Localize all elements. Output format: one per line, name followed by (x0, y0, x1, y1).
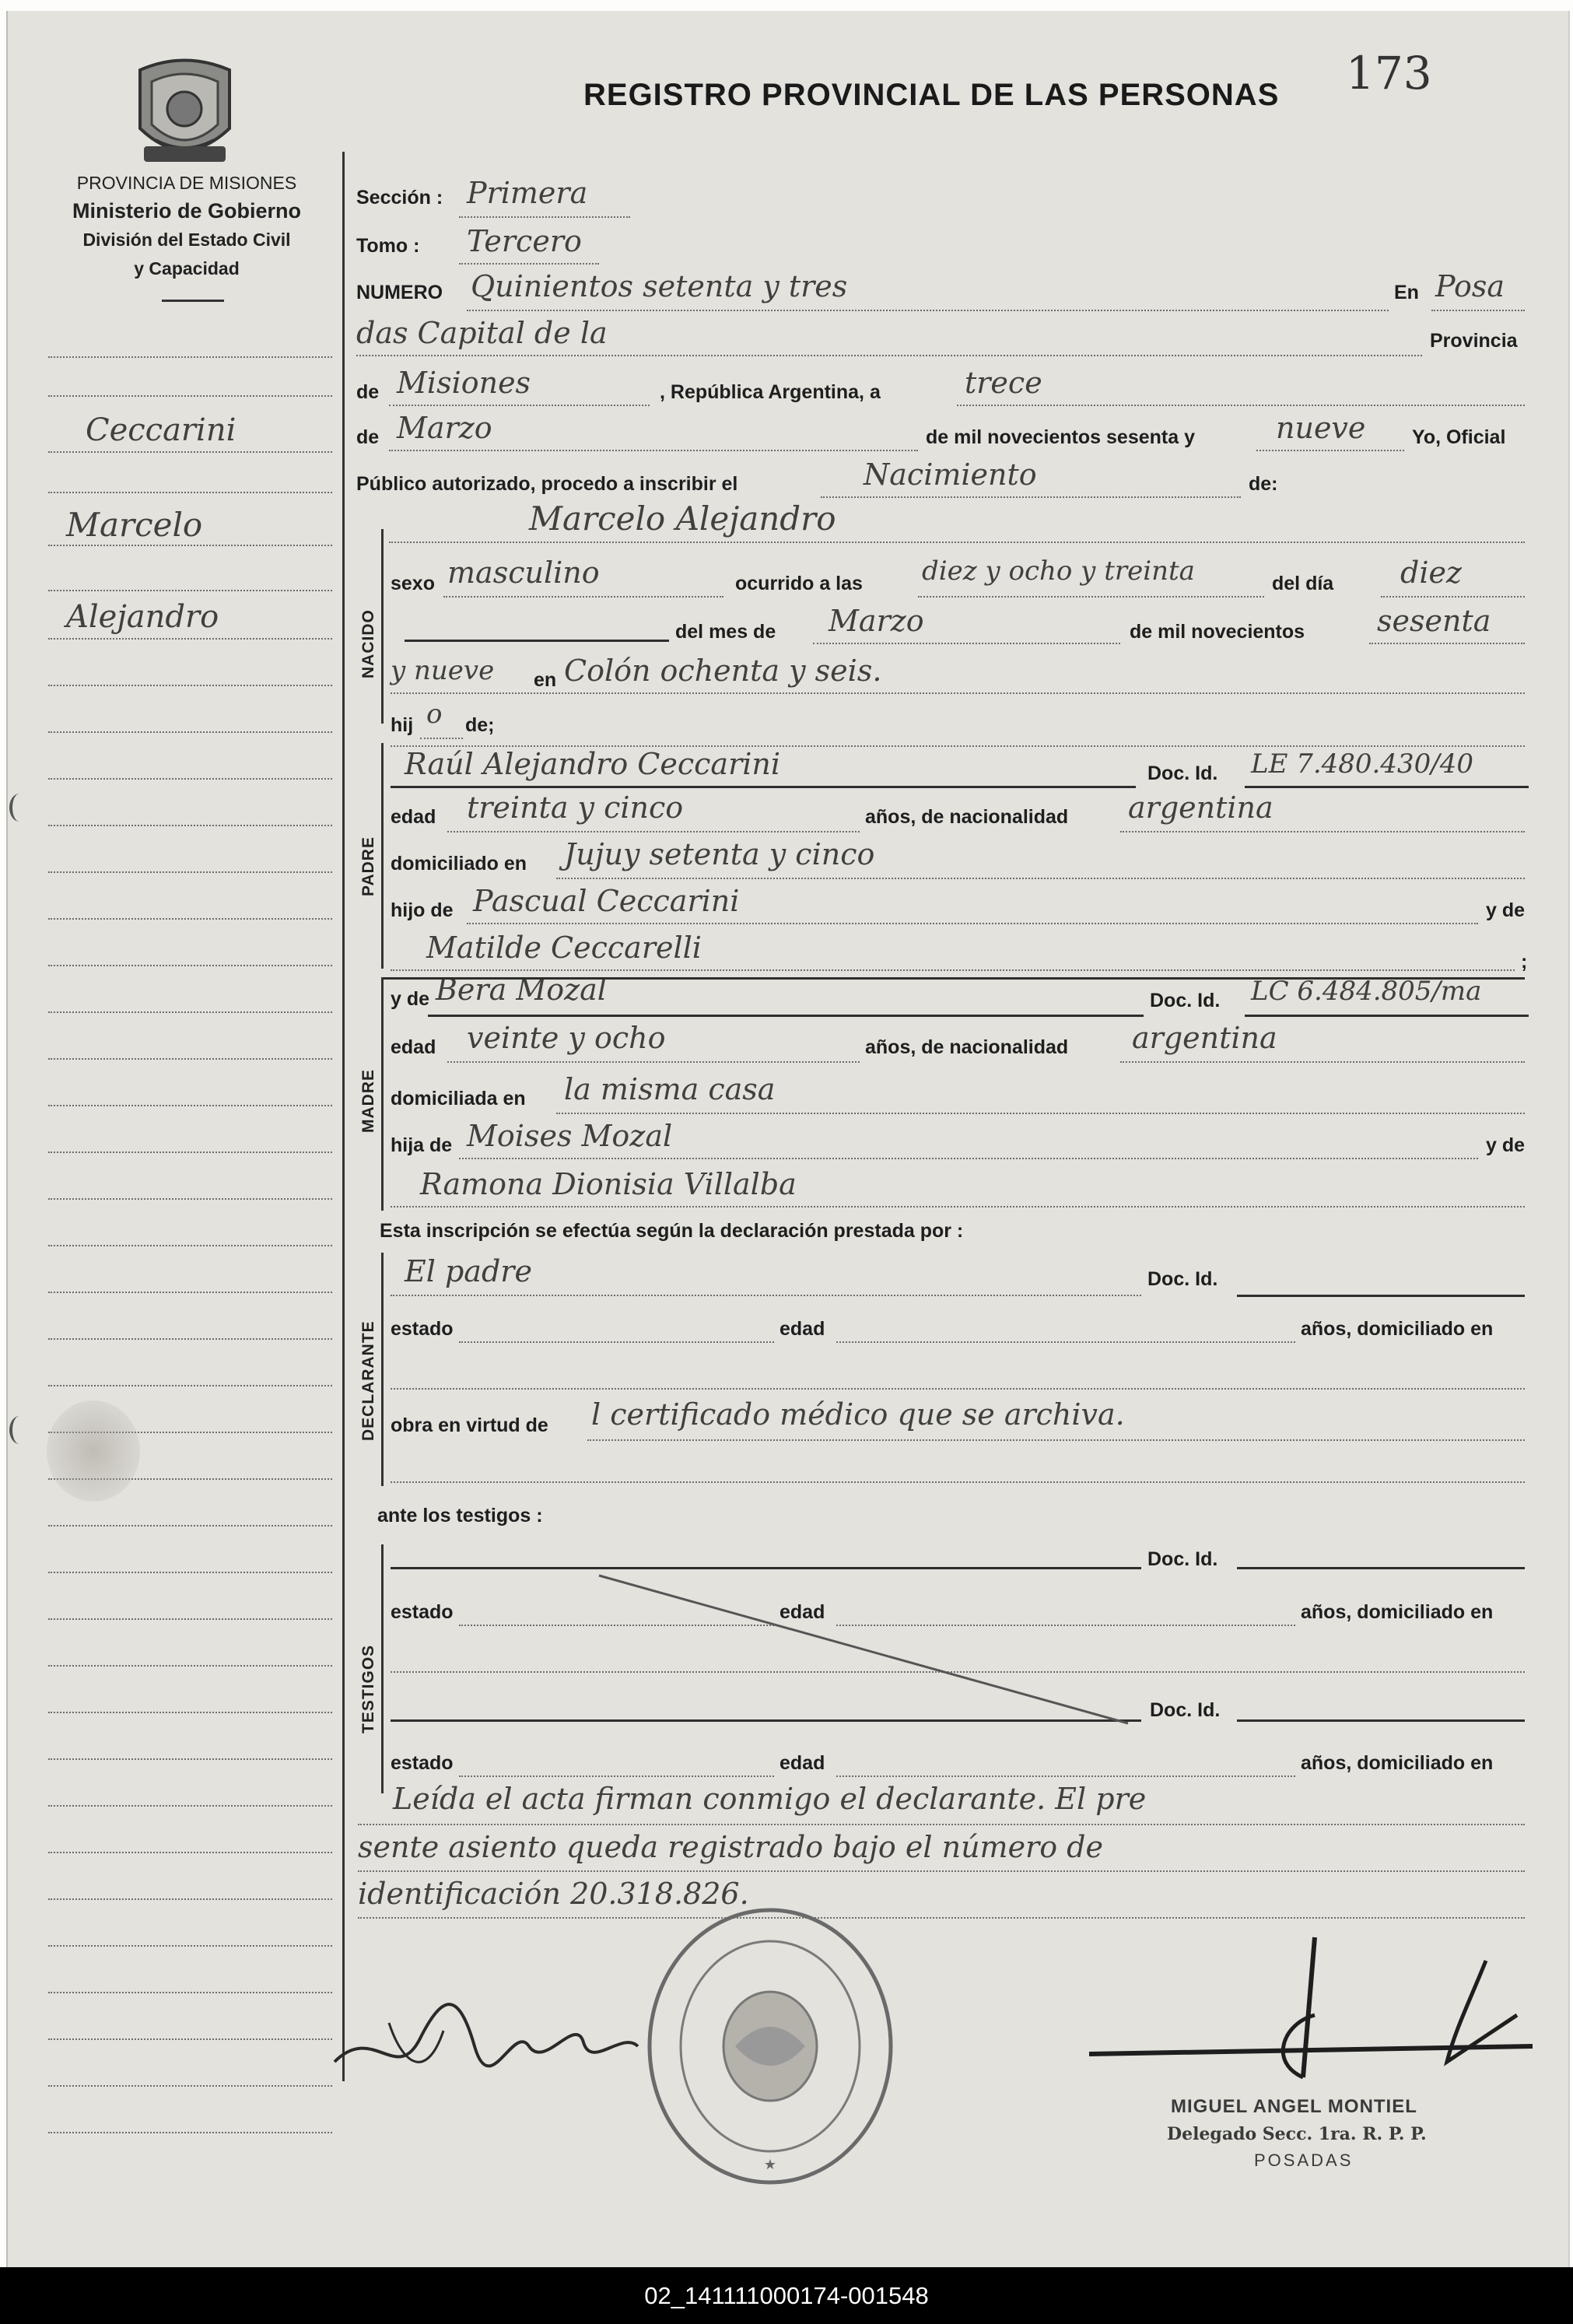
birth-place-value[interactable]: Colón ochenta y seis. (564, 654, 882, 688)
official-seal-icon (638, 1898, 902, 2194)
de2-label: de: (1249, 473, 1278, 495)
mother-nac-label: años, de nacionalidad (865, 1036, 1069, 1058)
mother-dom-value[interactable]: la misma casa (564, 1072, 776, 1106)
place-value[interactable]: das Capital de la (356, 316, 608, 350)
birth-day-value[interactable]: diez (1400, 556, 1462, 590)
stamp-name: MIGUEL ANGEL MONTIEL (1171, 2096, 1417, 2117)
mother-doc-value[interactable]: LC 6.484.805/ma (1251, 976, 1482, 1007)
closing-line-1: Leída el acta firman conmigo el declarante. El pre (393, 1782, 1147, 1816)
svg-text:★: ★ (763, 2157, 777, 2172)
declarante-name-value[interactable]: El padre (405, 1254, 532, 1288)
birth-en-label: en (534, 669, 557, 691)
birth-year2-value[interactable]: y nueve (391, 655, 495, 686)
page-title: REGISTRO PROVINCIAL DE LAS PERSONAS (583, 78, 1280, 112)
stamp-role: Delegado Secc. 1ra. R. P. P. (1167, 2124, 1427, 2144)
stamp-city: POSADAS (1254, 2150, 1354, 2170)
father-doc-label: Doc. Id. (1147, 762, 1218, 784)
hij-de-label: de; (465, 714, 495, 736)
publico-label: Público autorizado, procedo a inscribir el (356, 473, 738, 495)
office-ministry: Ministerio de Gobierno (72, 199, 302, 223)
declarante-estado-label: estado (391, 1318, 454, 1340)
madre-section-label: MADRE (359, 1069, 377, 1133)
closing-line-3: identificación 20.318.826. (358, 1877, 749, 1911)
office-underline (162, 300, 224, 302)
father-hijo-label: hijo de (391, 899, 454, 921)
testigo1-estado-label: estado (391, 1601, 454, 1623)
father-dom-value[interactable]: Jujuy setenta y cinco (564, 837, 875, 871)
nacido-section-label: NACIDO (359, 609, 377, 678)
month-value[interactable]: Marzo (397, 411, 492, 445)
margin-first-name: Marcelo (66, 506, 203, 544)
republica-label: , República Argentina, a (660, 381, 881, 403)
year-value[interactable]: nueve (1276, 411, 1366, 445)
padre-rule (381, 743, 384, 969)
sexo-label: sexo (391, 573, 435, 594)
mother-name-value[interactable]: Bera Mozal (436, 973, 607, 1007)
mother-yde-label: y de (391, 988, 430, 1010)
closing-line-2: sente asiento queda registrado bajo el número de (358, 1830, 1103, 1864)
declarante-edad-label: edad (779, 1318, 825, 1340)
father-dom-label: domiciliado en (391, 853, 527, 875)
mother-hija-value[interactable]: Moises Mozal (467, 1119, 673, 1153)
mother-hija-label: hija de (391, 1134, 453, 1156)
testigo2-anos-label: años, domiciliado en (1301, 1752, 1494, 1774)
mother-edad-label: edad (391, 1036, 436, 1058)
father-name-value[interactable]: Raúl Alejandro Ceccarini (405, 747, 781, 781)
margin-middle-name: Alejandro (66, 599, 219, 635)
testigo2-estado-label: estado (391, 1752, 454, 1774)
father-doc-value[interactable]: LE 7.480.430/40 (1251, 748, 1473, 780)
mother-mother-value[interactable]: Ramona Dionisia Villalba (420, 1167, 797, 1201)
father-mother-value[interactable]: Matilde Ceccarelli (426, 931, 702, 965)
seccion-value[interactable]: Primera (467, 176, 588, 210)
nacido-rule (381, 529, 384, 724)
tomo-label: Tomo : (356, 235, 420, 257)
image-caption: 02_141111000174-001548 (644, 2282, 929, 2309)
testigo1-anos-label: años, domiciliado en (1301, 1601, 1494, 1623)
day-value[interactable]: trece (965, 366, 1042, 400)
father-edad-value[interactable]: treinta y cinco (467, 790, 684, 825)
provincia-label: Provincia (1430, 330, 1518, 352)
stain (47, 1400, 140, 1502)
declarante-intro: Esta inscripción se efectúa según la declaración prestada por : (380, 1220, 964, 1242)
tomo-value[interactable]: Tercero (467, 224, 582, 258)
office-division: División del Estado Civil (82, 230, 291, 250)
testigos-rule (381, 1544, 384, 1793)
declarante-doc-label: Doc. Id. (1147, 1268, 1218, 1290)
de-month-label: de (356, 426, 380, 448)
declarante-obra-value[interactable]: l certificado médico que se archiva. (591, 1397, 1125, 1432)
hij-label: hij (391, 714, 414, 736)
numero-label: NUMERO (356, 282, 443, 303)
page-number: 173 (1346, 47, 1432, 100)
father-semicolon: ; (1521, 951, 1528, 973)
father-hijo-value[interactable]: Pascual Ceccarini (473, 884, 740, 918)
father-nac-value[interactable]: argentina (1128, 790, 1273, 825)
mother-doc-label: Doc. Id. (1150, 990, 1221, 1011)
testigo1-doc-label: Doc. Id. (1147, 1548, 1218, 1570)
declarante-rule (381, 1253, 384, 1486)
de-label: de (356, 381, 380, 403)
declarant-signature-icon (327, 1976, 653, 2101)
mother-edad-value[interactable]: veinte y ocho (467, 1021, 666, 1055)
en-label: En (1394, 282, 1419, 303)
act-value[interactable]: Nacimiento (864, 457, 1037, 492)
padre-section-label: PADRE (359, 836, 377, 896)
testigo2-doc-label: Doc. Id. (1150, 1699, 1221, 1721)
madre-rule (381, 977, 384, 1211)
testigos-intro: ante los testigos : (377, 1505, 543, 1527)
province-value[interactable]: Misiones (397, 366, 531, 400)
mother-nac-value[interactable]: argentina (1132, 1021, 1277, 1055)
oficial-label: Yo, Oficial (1412, 426, 1506, 448)
del-dia-label: del día (1272, 573, 1334, 594)
declarante-section-label: DECLARANTE (359, 1320, 377, 1441)
testigo1-edad-label: edad (779, 1601, 825, 1623)
testigo2-edad-label: edad (779, 1752, 825, 1774)
testigos-section-label: TESTIGOS (359, 1644, 377, 1733)
mother-dom-label: domiciliada en (391, 1088, 526, 1109)
binding-hole-mark (9, 794, 30, 822)
numero-value[interactable]: Quinientos setenta y tres (471, 269, 848, 303)
father-nac-label: años, de nacionalidad (865, 806, 1069, 828)
mother-yde2-label: y de (1486, 1134, 1526, 1156)
father-yde-label: y de (1486, 899, 1526, 921)
person-name-value[interactable]: Marcelo Alejandro (529, 500, 836, 538)
en-value[interactable]: Posa (1435, 269, 1505, 303)
mes-label: del mes de (675, 621, 776, 643)
declarante-obra-label: obra en virtud de (391, 1414, 548, 1436)
office-capacity: y Capacidad (134, 258, 240, 279)
declarante-anos-label: años, domiciliado en (1301, 1318, 1494, 1340)
birth-year-value[interactable]: sesenta (1377, 604, 1491, 638)
birth-month-value[interactable]: Marzo (829, 604, 924, 638)
testigos-strikethrough (591, 1572, 1136, 1727)
hour-value[interactable]: diez y ocho y treinta (922, 556, 1195, 587)
father-edad-label: edad (391, 806, 436, 828)
ocurrido-label: ocurrido a las (735, 573, 863, 594)
hij-value[interactable]: o (426, 699, 443, 730)
main-vertical-rule (342, 152, 345, 2081)
office-province: PROVINCIA DE MISIONES (76, 173, 297, 193)
mil-label: de mil novecientos sesenta y (926, 426, 1195, 448)
seccion-label: Sección : (356, 187, 443, 209)
margin-surname: Ceccarini (86, 412, 236, 448)
binding-hole-mark (9, 1416, 30, 1444)
mil-nov-label: de mil novecientos (1130, 621, 1305, 643)
official-signature-icon (1081, 1930, 1540, 2101)
emblem-banner (144, 146, 226, 162)
sexo-value[interactable]: masculino (447, 556, 600, 590)
